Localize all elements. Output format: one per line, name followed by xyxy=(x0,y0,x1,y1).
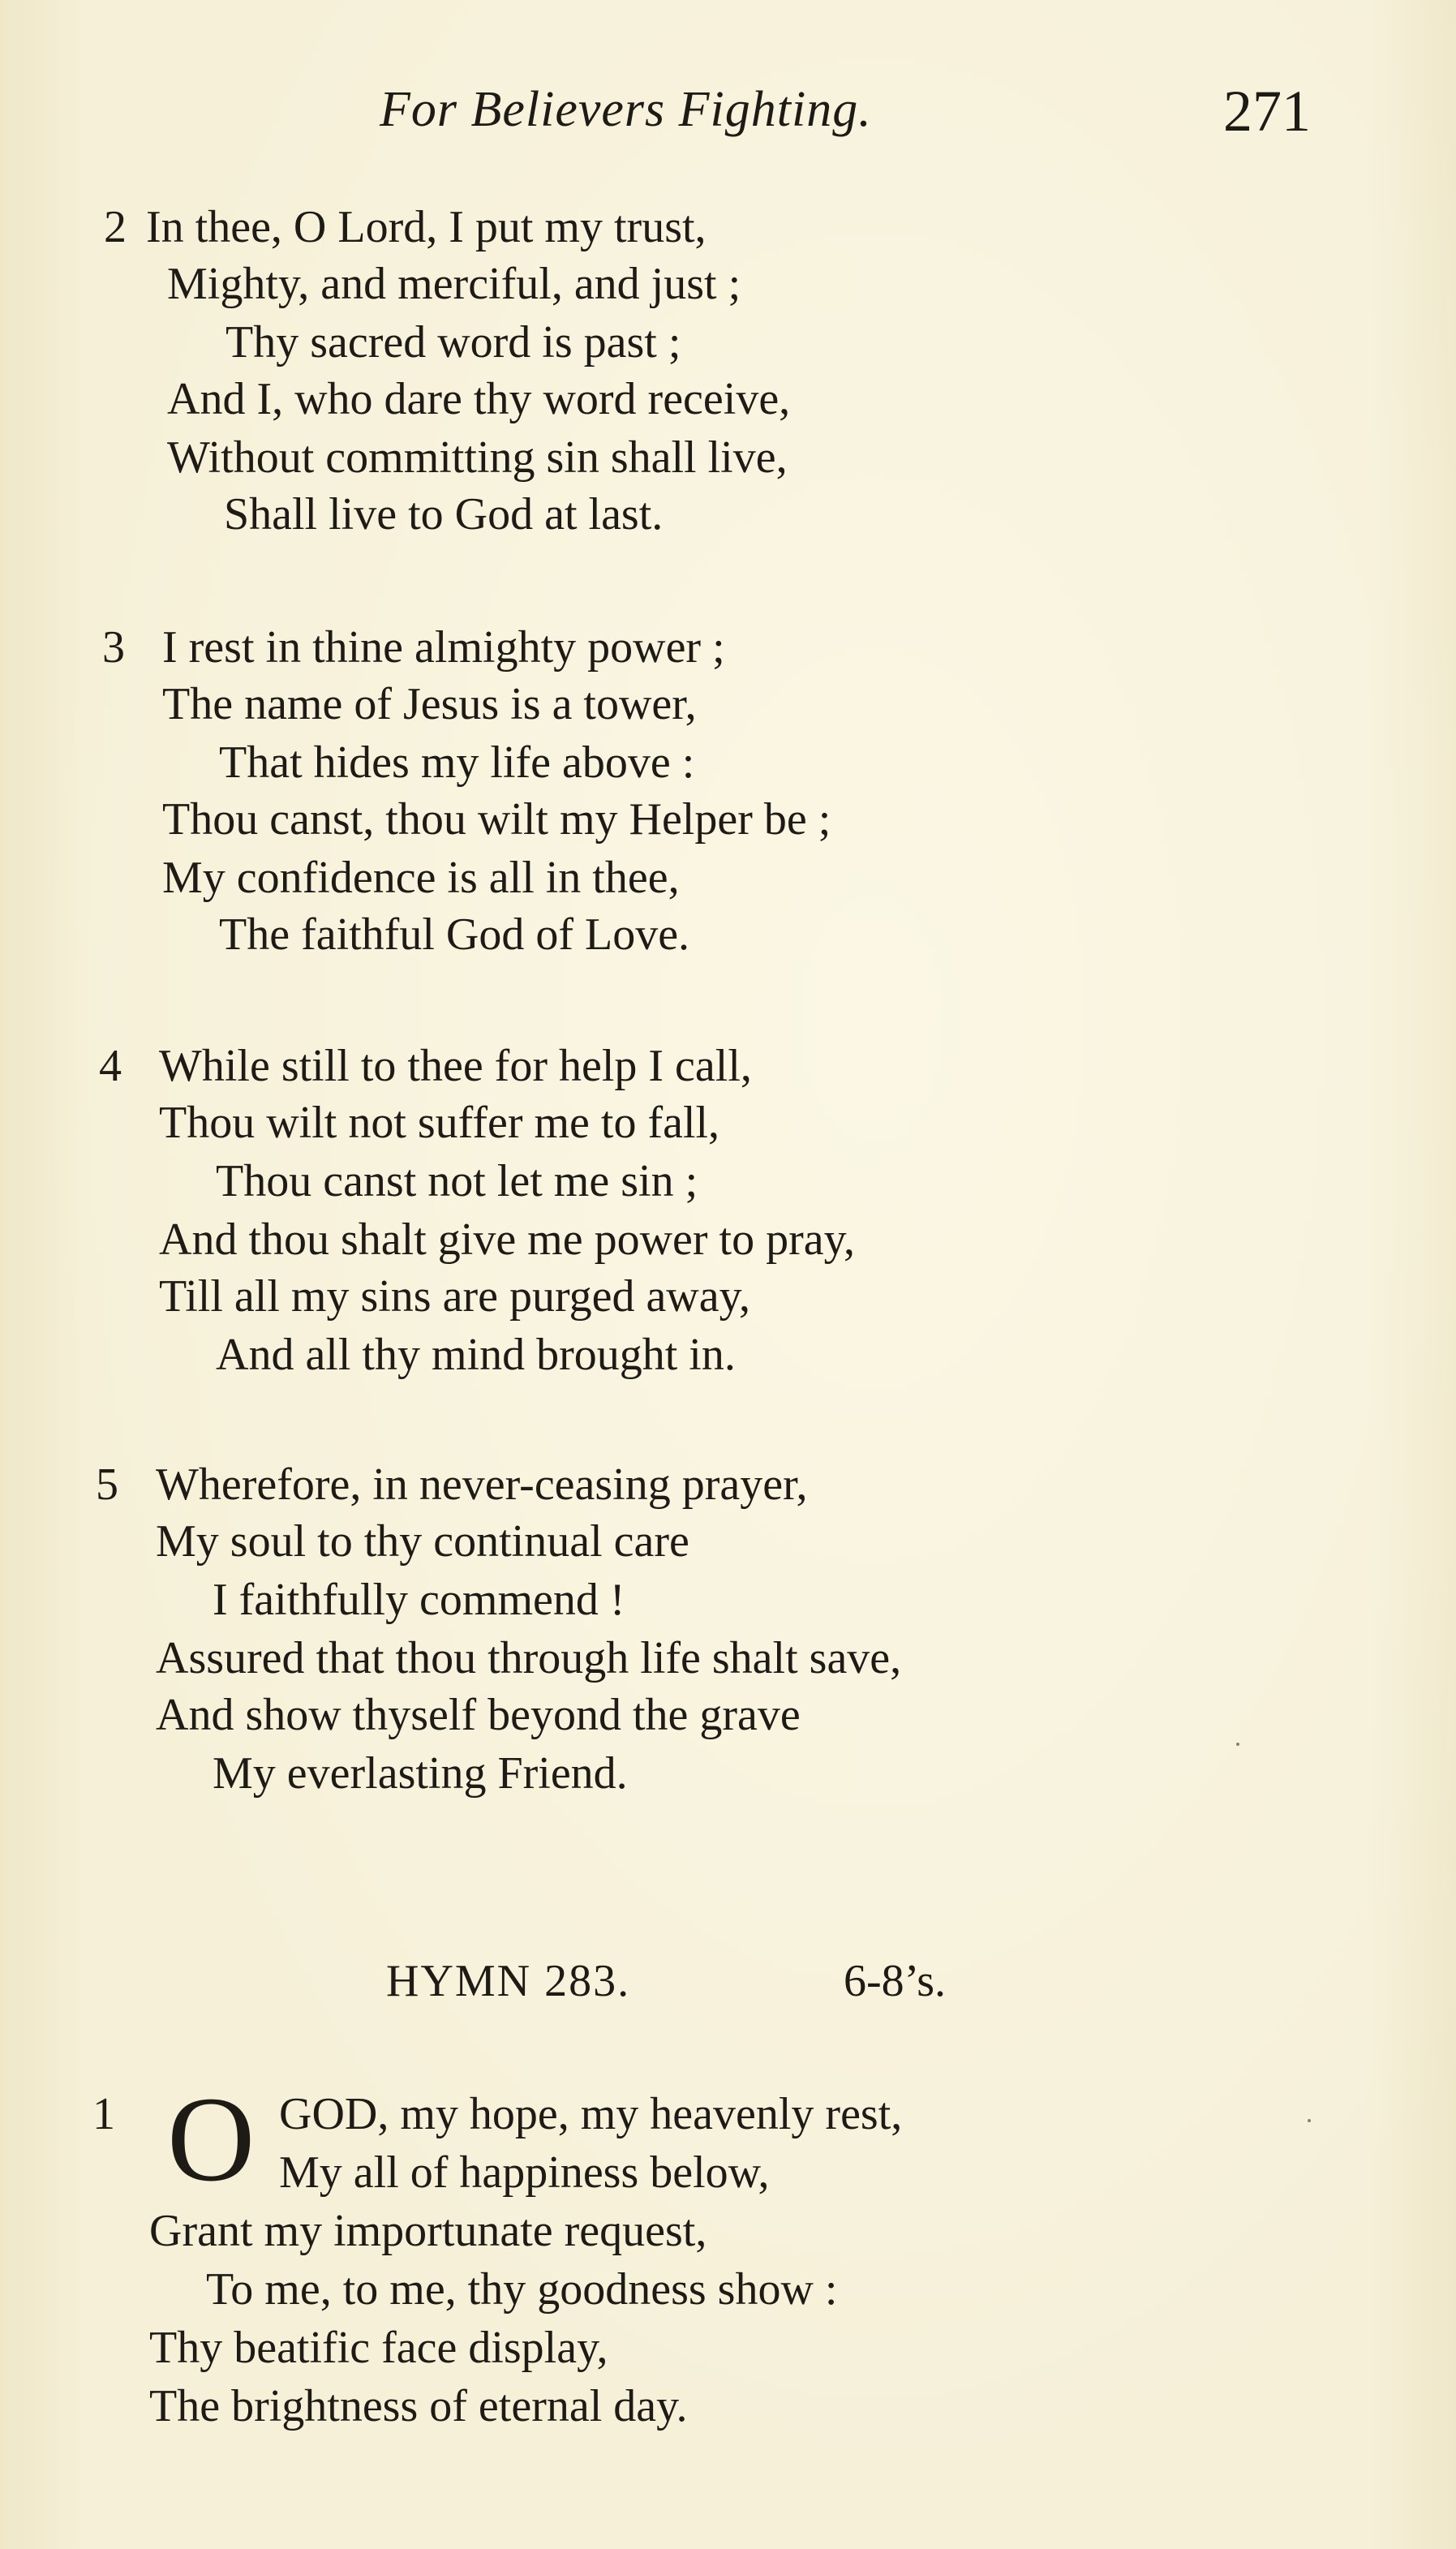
verse-line: I faithfully commend ! xyxy=(213,1575,625,1625)
verse-line: I rest in thine almighty power ; xyxy=(162,622,725,673)
verse-line: And all thy mind brought in. xyxy=(216,1330,736,1380)
paper-speck xyxy=(1236,1743,1239,1746)
verse-line: Till all my sins are purged away, xyxy=(159,1271,750,1322)
verse-line: My everlasting Friend. xyxy=(213,1748,628,1799)
paper-speck xyxy=(1308,2119,1311,2122)
stanza-number: 3 xyxy=(102,622,125,673)
verse-line: The name of Jesus is a tower, xyxy=(162,679,697,729)
verse-line: That hides my life above : xyxy=(219,737,695,788)
verse-line: And show thyself beyond the grave xyxy=(156,1690,801,1740)
drop-cap: O xyxy=(167,2072,256,2207)
page-number: 271 xyxy=(1223,79,1311,144)
verse-line: Mighty, and merciful, and just ; xyxy=(167,259,741,309)
verse-line: My soul to thy continual care xyxy=(156,1516,689,1567)
verse-line: My all of happiness below, xyxy=(279,2147,770,2198)
stanza-number: 1 xyxy=(92,2089,115,2139)
verse-line: And thou shalt give me power to pray, xyxy=(159,1214,855,1265)
verse-line: Without committing sin shall live, xyxy=(167,432,788,483)
verse-line: Wherefore, in never-ceasing prayer, xyxy=(156,1459,808,1510)
verse-line: In thee, O Lord, I put my trust, xyxy=(146,202,707,252)
verse-line: Shall live to God at last. xyxy=(224,489,664,539)
verse-line: To me, to me, thy goodness show : xyxy=(206,2264,838,2315)
verse-line: Thou wilt not suffer me to fall, xyxy=(159,1098,720,1148)
verse-line: Thou canst not let me sin ; xyxy=(216,1156,698,1206)
verse-line: GOD, my hope, my heavenly rest, xyxy=(279,2089,903,2139)
verse-line: Grant my importunate request, xyxy=(149,2206,707,2256)
hymn-meter: 6-8’s. xyxy=(844,1956,946,2006)
hymn-title: HYMN 283. xyxy=(386,1956,631,2006)
verse-line: Thy sacred word is past ; xyxy=(225,317,681,368)
verse-line: Thy beatific face display, xyxy=(149,2323,608,2373)
verse-line: Thou canst, thou wilt my Helper be ; xyxy=(162,794,831,845)
verse-line: My confidence is all in thee, xyxy=(162,853,680,903)
verse-line: And I, who dare thy word receive, xyxy=(167,374,791,424)
verse-line: The faithful God of Love. xyxy=(219,909,690,960)
stanza-number: 2 xyxy=(104,202,127,252)
verse-line: The brightness of eternal day. xyxy=(149,2381,688,2431)
stanza-number: 5 xyxy=(96,1459,118,1510)
verse-line: While still to thee for help I call, xyxy=(159,1041,752,1091)
stanza-number: 4 xyxy=(99,1041,122,1091)
verse-line: Assured that thou through life shalt save, xyxy=(156,1633,902,1683)
running-head: For Believers Fighting. xyxy=(380,82,872,137)
